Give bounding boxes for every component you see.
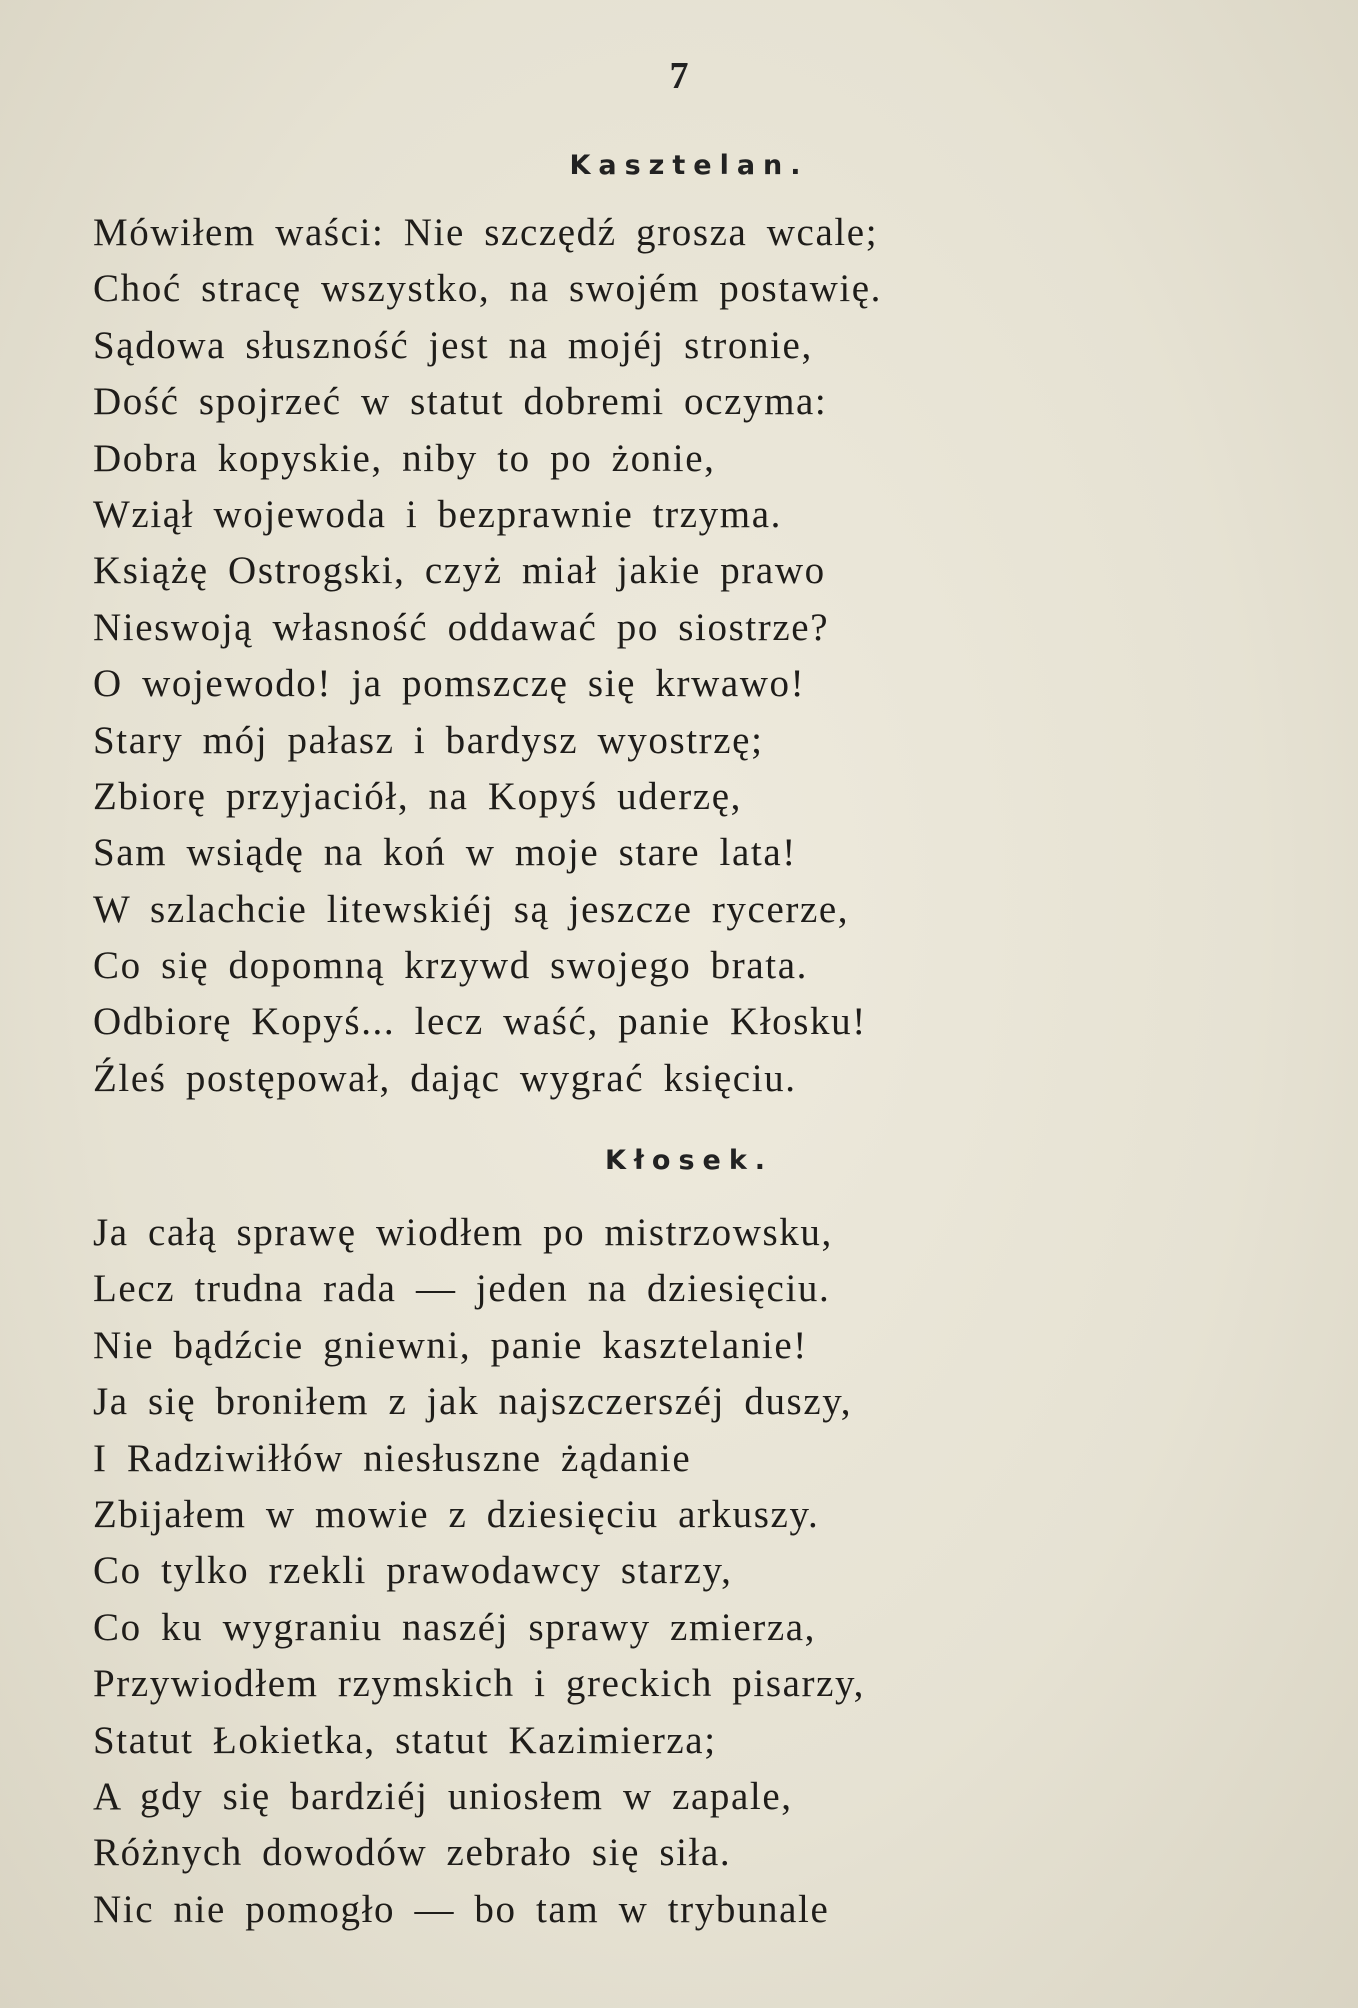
stanza-klosek bbox=[93, 1205, 865, 1938]
verse-line: Zbijałem w mowie z dziesięciu arkuszy. bbox=[93, 1492, 820, 1536]
verse-line: Sądowa słuszność jest na mojéj stronie, bbox=[93, 323, 813, 367]
verse-line: Sam wsiądę na koń w moje stare lata! bbox=[93, 831, 797, 875]
verse-line: Statut Łokietka, statut Kazimierza; bbox=[93, 1718, 717, 1762]
speaker-heading-klosek: Kłosek. bbox=[604, 1145, 774, 1176]
verse-line: Stary mój pałasz i bardysz wyostrzę; bbox=[93, 718, 764, 762]
verse-line: Zbiorę przyjaciół, na Kopyś uderzę, bbox=[93, 774, 742, 818]
verse-line: Nie bądźcie gniewni, panie kasztelanie! bbox=[93, 1323, 808, 1367]
verse-line: Odbiorę Kopyś... lecz waść, panie Kłosku! bbox=[93, 1000, 867, 1044]
verse-line: Książę Ostrogski, czyż miał jakie prawo bbox=[93, 549, 826, 593]
verse-line: Dobra kopyskie, niby to po żonie, bbox=[93, 436, 716, 480]
verse-line: Wziął wojewoda i bezprawnie trzyma. bbox=[93, 492, 782, 536]
verse-line: Ja się broniłem z jak najszczerszéj duszy, bbox=[93, 1380, 853, 1424]
verse-line: O wojewodo! ja pomszczę się krwawo! bbox=[93, 662, 806, 706]
verse-line: Lecz trudna rada — jeden na dziesięciu. bbox=[93, 1267, 831, 1311]
verse-line: Choć stracę wszystko, na swojém postawię. bbox=[93, 267, 883, 311]
verse-line: Co ku wygraniu naszéj sprawy zmierza, bbox=[93, 1605, 816, 1649]
verse-line: Mówiłem waści: Nie szczędź grosza wcale; bbox=[93, 211, 879, 254]
verse-line: Przywiodłem rzymskich i greckich pisarzy, bbox=[93, 1662, 865, 1706]
stanza-kasztelan bbox=[93, 205, 882, 1107]
verse-line: Różnych dowodów zebrało się siła. bbox=[93, 1831, 732, 1875]
verse-line: Nieswoją własność oddawać po siostrze? bbox=[93, 605, 830, 649]
speaker-heading-kasztelan: Kasztelan. bbox=[569, 150, 809, 181]
verse-line: Ja całą sprawę wiodłem po mistrzowsku, bbox=[93, 1211, 833, 1254]
verse-line: A gdy się bardziéj uniosłem w zapale, bbox=[93, 1774, 793, 1818]
verse-line: Co się dopomną krzywd swojego brata. bbox=[93, 944, 808, 988]
verse-line: I Radziwiłłów niesłuszne żądanie bbox=[93, 1436, 692, 1480]
verse-line: Dość spojrzeć w statut dobremi oczyma: bbox=[93, 380, 828, 424]
page-number: 7 bbox=[669, 55, 689, 97]
verse-line: Nic nie pomogło — bo tam w trybunale bbox=[93, 1887, 830, 1931]
verse-line: W szlachcie litewskiéj są jeszcze rycerze, bbox=[93, 887, 850, 931]
verse-line: Źleś postępował, dając wygrać księciu. bbox=[93, 1056, 797, 1100]
verse-line: Co tylko rzekli prawodawcy starzy, bbox=[93, 1549, 733, 1593]
